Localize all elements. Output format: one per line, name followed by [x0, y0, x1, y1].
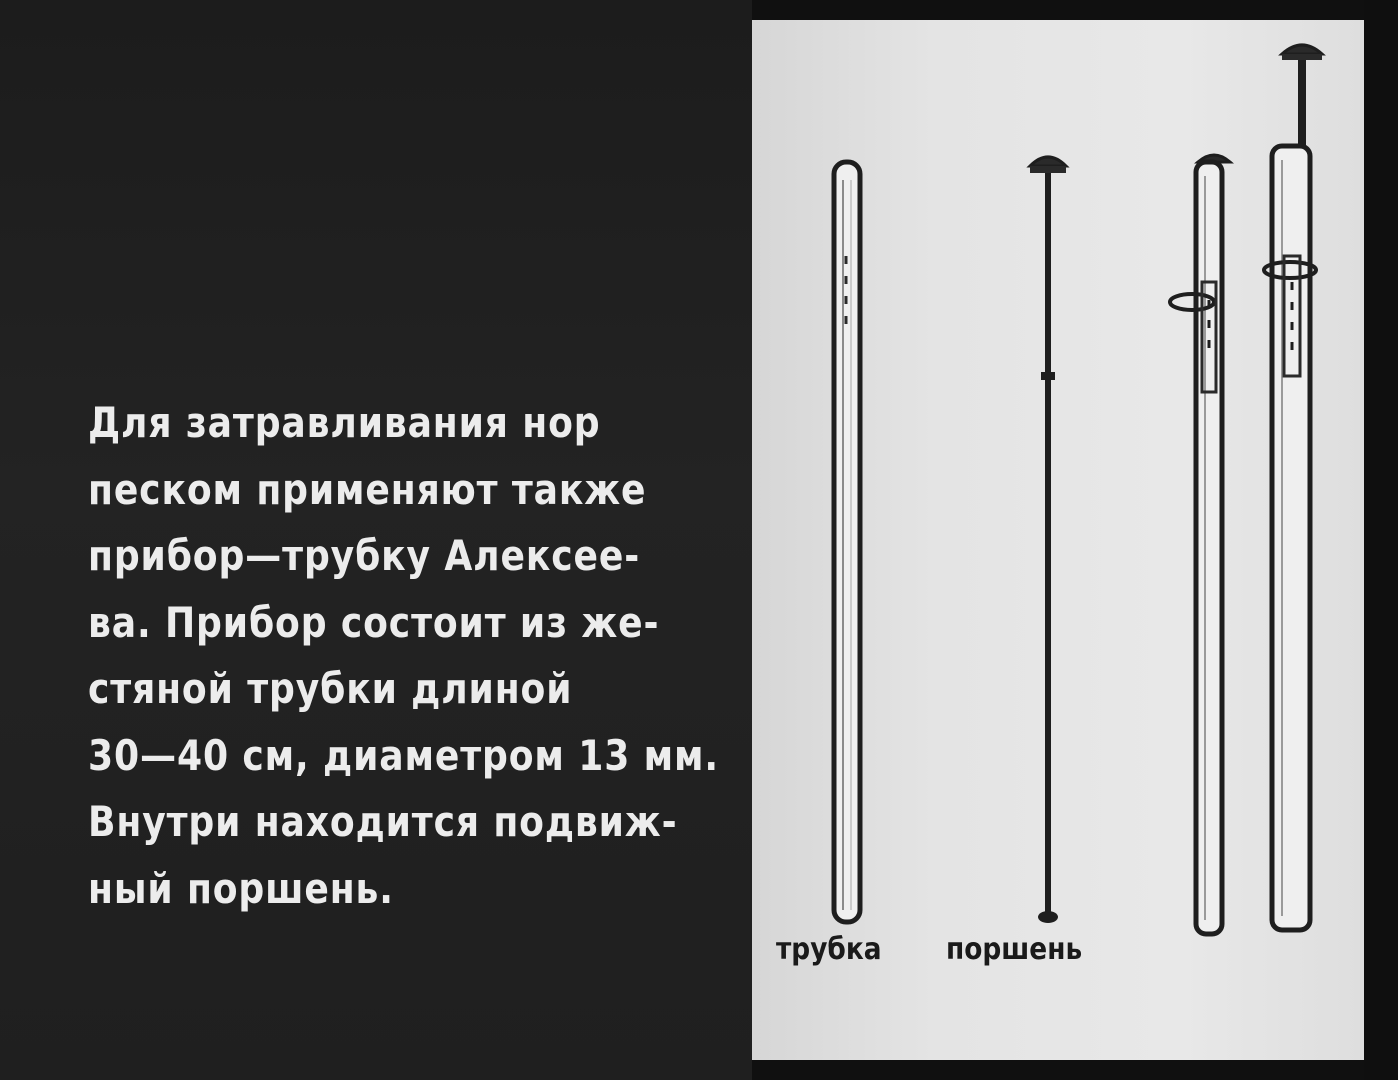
caption-line: стяной трубки длиной	[88, 664, 573, 713]
caption-line: песком применяют также	[88, 464, 647, 514]
extended-device-drawing	[1264, 45, 1322, 930]
caption-line: прибор—трубку Алексее-	[88, 531, 641, 580]
tube-drawing	[834, 162, 860, 922]
frame-border-right	[1364, 0, 1398, 1080]
caption-text	[88, 390, 720, 922]
piston-drawing	[1030, 157, 1066, 923]
tube-label: трубка	[776, 932, 882, 967]
caption-line: ва. Прибор состоит из же-	[88, 597, 660, 647]
device-illustration	[752, 20, 1364, 1060]
assembled-device-drawing	[1170, 155, 1230, 934]
caption-line: Внутри находится подвиж-	[88, 797, 678, 846]
caption-line: 30—40 см, диаметром 13 мм.	[88, 730, 720, 780]
piston-label: поршень	[946, 932, 1083, 967]
caption-line: Для затравливания нор	[88, 398, 601, 447]
frame-border-bottom	[752, 1060, 1364, 1080]
frame-border-top	[752, 0, 1364, 20]
caption-line: ный поршень.	[88, 863, 394, 913]
